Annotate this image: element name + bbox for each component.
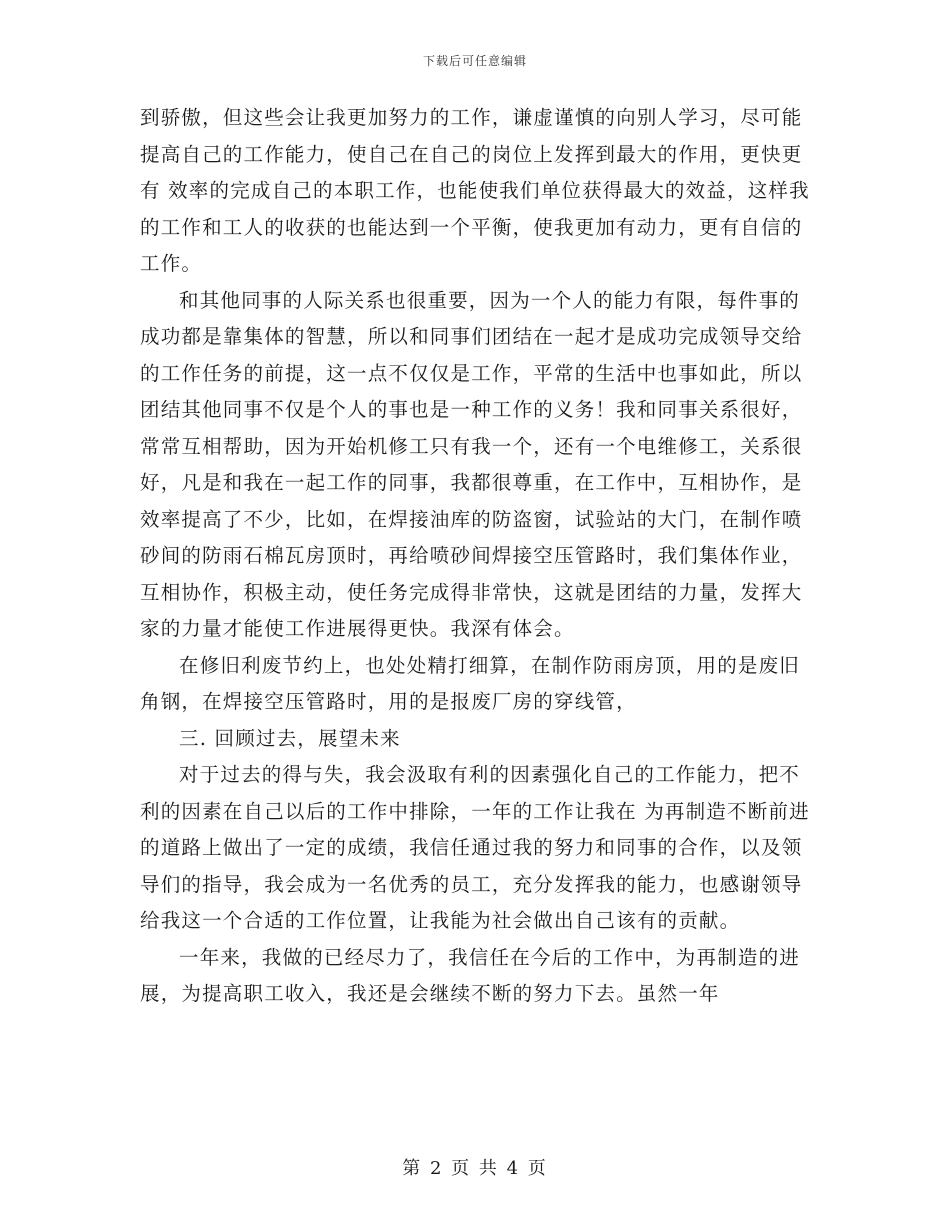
paragraph-4: 对于过去的得与失，我会汲取有利的因素强化自己的工作能力，把不利的因素在自己以后的工作中排除，一年的工作让我在 为再制造不断前进的道路上做出了一定的成绩，我信任通过我的努力和同事的合作，以及领导们的指导，我会成为一名优秀的员工，充分发挥我的能力，也感谢领导给我这一个合适的工作位置，让我能为社会做出自己该有的贡献。 (140, 763, 810, 932)
paragraph-2: 和其他同事的人际关系也很重要，因为一个人的能力有限，每件事的成功都是靠集体的智慧，所以和同事们团结在一起才是成功完成领导交给的工作任务的前提，这一点不仅仅是工作，平常的生活中也事如此，所以团结其他同事不仅是个人的事也是一种工作的义务！我和同事关系很好，常常互相帮助，因为开始机修工只有我一个，还有一个电维修工，关系很好，凡是和我在一起工作的同事，我都很尊重，在工作中，互相协作，是效率提高了不少，比如，在焊接油库的防盗窗，试验站的大门，在制作喷砂间的防雨石棉瓦房顶时，再给喷砂间焊接空压管路时，我们集体作业，互相协作，积极主动，使任务完成得非常快，这就是团结的力量，发挥大家的力量才能使工作进展得更快。我深有体会。 (140, 288, 803, 640)
section-heading: 三. 回顾过去，展望未来 (179, 726, 401, 750)
paragraph-3: 在修旧利废节约上，也处处精打细算，在制作防雨房顶，用的是废旧角钢，在焊接空压管路时，用的是报废厂房的穿线管， (140, 653, 801, 713)
page-header: 下载后可任意编辑 (422, 54, 527, 68)
document-body (140, 100, 810, 1013)
page-footer: 第 2 页 共 4 页 (402, 1158, 548, 1179)
paragraph-1: 到骄傲，但这些会让我更加努力的工作，谦虚谨慎的向别人学习，尽可能提高自己的工作能力，使自己在自己的岗位上发挥到最大的作用，更快更有 效率的完成自己的本职工作，也能使我们单位获得最大的效益，这样我的工作和工人的收获的也能达到一个平衡，使我更加有动力，更有自信的工作。 (140, 106, 810, 275)
paragraph-5: 一年来，我做的已经尽力了，我信任在今后的工作中，为再制造的进展，为提高职工收入，我还是会继续不断的努力下去。虽然一年 (140, 945, 801, 1005)
